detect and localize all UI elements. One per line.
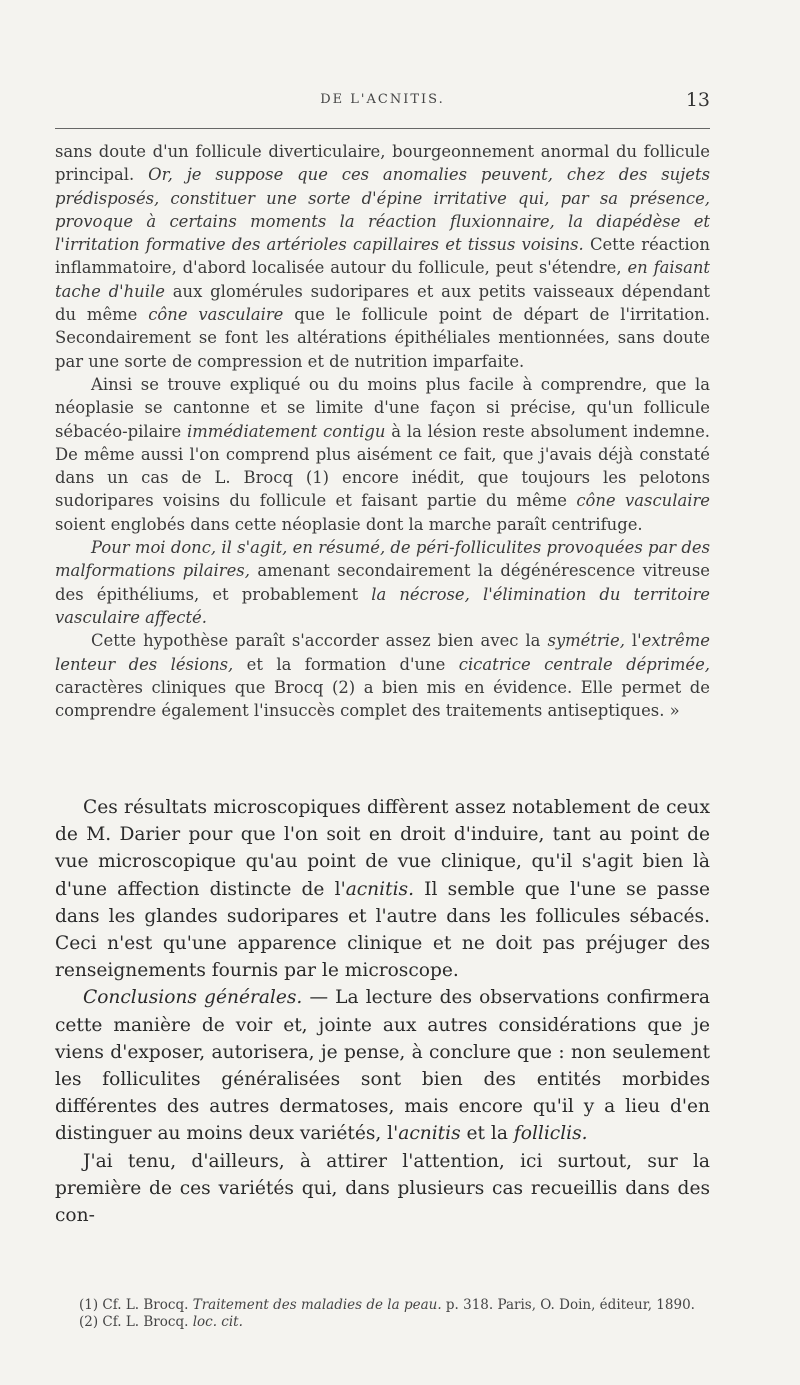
text-span: Il semble que l'une se passe dans les glandes sudoripares et l'autre dans les follicules sébacés. Ceci n'est qu'une apparence clinique et ne doit pas préjuger des renseignements fournis par le microscope. (55, 878, 710, 982)
main-paragraph-3: J'ai tenu, d'ailleurs, à attirer l'attention, ici surtout, sur la première de ces variétés qui, dans plusieurs cas recueillis dans des con- (55, 1150, 710, 1227)
text-span: Cette hypothèse paraît s'accorder assez bien avec la (91, 631, 548, 651)
text-span: Cette réaction inflammatoire, d'abord localisée autour du follicule, peut s'étendre, (55, 235, 710, 278)
text-span: soient englobés dans cette néoplasie dont la marche paraît centrifuge. (55, 514, 643, 534)
text-span: Ainsi se trouve expliqué ou du moins plus facile à comprendre, que la néoplasie se cantonne et se limite d'une façon si précise, qu'un follicule sébacéo-pilaire (55, 374, 710, 441)
italic-span: acnitis. (345, 878, 414, 900)
footnote-1 (55, 1297, 710, 1314)
italic-span: cône vasculaire (576, 491, 710, 511)
text-span: que le follicule point de départ de l'irritation. Secondairement se font les altérations épithéliales mentionnées, sans doute par une sorte de compression et de nutrition imparfaite. (55, 305, 710, 371)
text-span: — La lecture des observations confirmera cette manière de voir et, jointe aux autres considérations que je viens d'exposer, autorisera, je pense, à conclure que : non seulement les folliculites généralisées sont bien des entités morbides différentes des autres dermatoses, mais encore qu'il y a lieu d'en distinguer au moins deux variétés, l' (55, 987, 711, 1145)
main-paragraph-2 (55, 984, 710, 1147)
italic-span: Traitement des maladies de la peau. (192, 1297, 442, 1313)
quoted-passage (55, 140, 710, 722)
text-span: aux glomérules sudoripares et aux petits vaisseaux dépendant du même (55, 281, 710, 325)
italic-span: en faisant tache d'huile (55, 258, 710, 301)
text-span: amenant secondairement la dégénérescence vitreuse des épithéliums, et probablement (55, 561, 710, 604)
text-span: l' (624, 631, 642, 651)
quote-paragraph-2 (55, 373, 710, 536)
italic-span: la nécrose, l'élimination du territoire vasculaire affecté. (55, 584, 710, 627)
running-head (55, 89, 710, 116)
text-span: à la lésion reste absolument indemne. De même aussi l'on comprend plus aisément ce fait, que j'avais déjà constaté dans un cas de L. Brocq (1) encore inédit, que toujours les pelotons sudoripares voisins du follicule et faisant partie du même (55, 421, 710, 511)
text-span: (2) Cf. L. Brocq. (79, 1314, 193, 1330)
header-rule (55, 128, 710, 129)
quote-paragraph-1 (55, 140, 710, 373)
text-span: et la formation d'une (233, 654, 459, 674)
running-title: DE L'ACNITIS. (320, 92, 445, 107)
text-span: caractères cliniques que Brocq (2) a bien mis en évidence. Elle permet de comprendre également l'insuccès complet des traitements antiseptiques. » (55, 677, 710, 721)
text-span: p. 318. Paris, O. Doin, éditeur, 1890. (441, 1297, 695, 1313)
italic-span: cicatrice centrale déprimée, (458, 654, 710, 674)
text-span: (1) Cf. L. Brocq. (79, 1297, 193, 1313)
quote-paragraph-3 (55, 536, 710, 629)
italic-span: immédiatement contigu (186, 421, 386, 441)
text-span: sans doute d'un follicule diverticulaire, bourgeonnement anormal du follicule principal. (55, 142, 710, 185)
italic-span: cône vasculaire (148, 305, 284, 325)
text-span: et la (460, 1123, 514, 1145)
italic-span: Or, je suppose que ces anomalies peuvent, chez des sujets prédisposés, constituer une sorte d'épine irritative qui, par sa présence, provoque à certains moments la réaction fluxionnaire, la diapédèse et l'irritation formative des artérioles capillaires et tissus voisins. (55, 165, 710, 255)
italic-span: symétrie, (547, 631, 625, 651)
italic-span: acnitis (398, 1123, 461, 1145)
footnotes (55, 1297, 710, 1331)
italic-span: extrême lenteur des lésions, (55, 631, 710, 674)
footnote-2 (55, 1314, 710, 1331)
main-paragraph-1 (55, 794, 710, 984)
italic-span: Pour moi donc, il s'agit, en résumé, de péri-folliculites provoquées par des malformations pilaires, (55, 538, 710, 581)
italic-span: folliclis. (513, 1123, 588, 1145)
italic-span: loc. cit. (192, 1314, 243, 1330)
quote-paragraph-4 (55, 629, 710, 722)
italic-span: Conclusions générales. (83, 987, 303, 1009)
main-text (55, 794, 710, 1229)
text-span: Ces résultats microscopiques diffèrent assez notablement de ceux de M. Darier pour que l'on soit en droit d'induire, tant au point de vue microscopique qu'au point de vue clinique, qu'il s'agit bien là d'une affection distincte de l' (55, 797, 710, 900)
page-number: 13 (685, 89, 710, 111)
